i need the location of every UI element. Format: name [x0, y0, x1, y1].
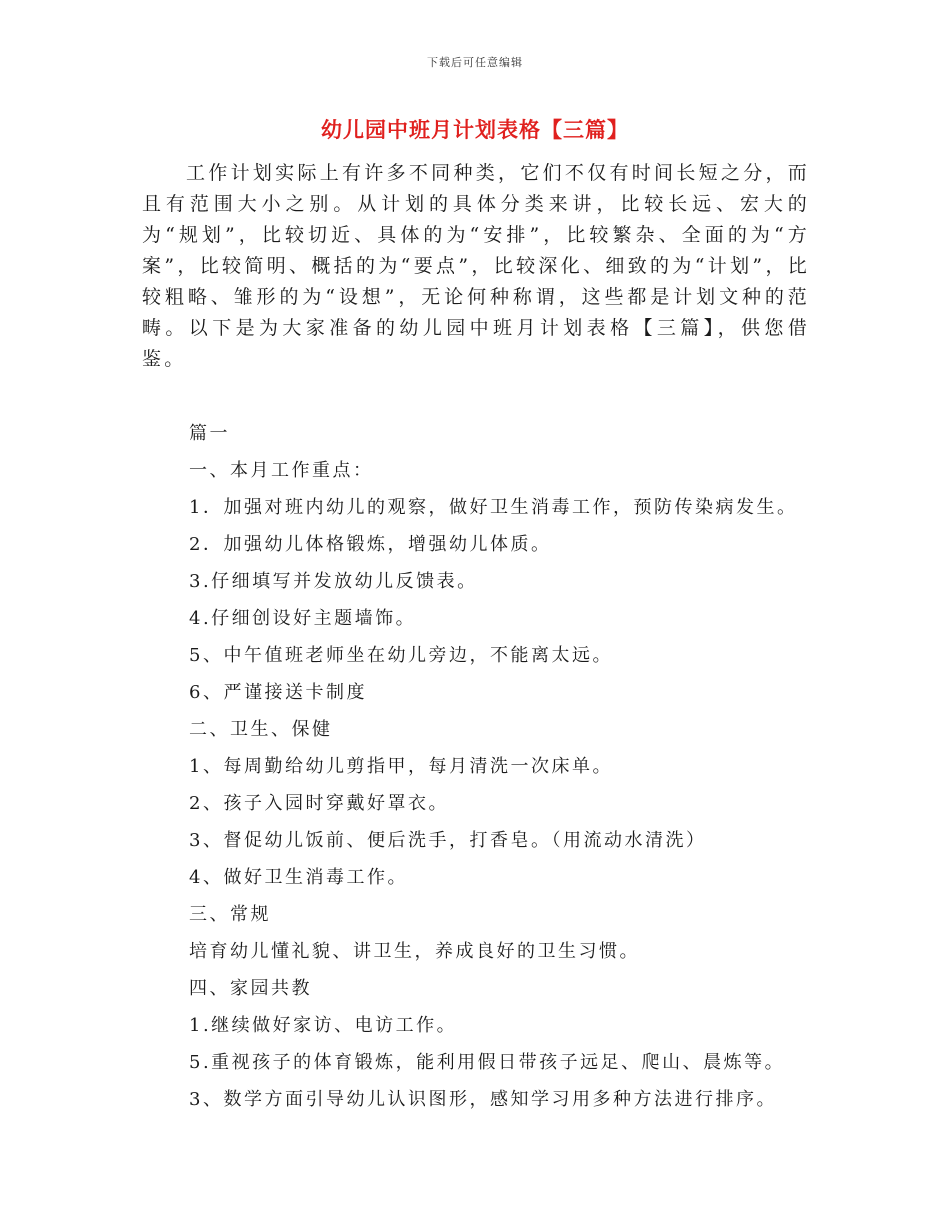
list-item: 3、数学方面引导幼儿认识图形，感知学习用多种方法进行排序。 [189, 1089, 777, 1110]
document-title: 幼儿园中班月计划表格【三篇】 [321, 117, 629, 142]
intro-paragraph: 工作计划实际上有许多不同种类，它们不仅有时间长短之分，而且有范围大小之别。从计划的具体分类来讲，比较长远、宏大的为“规划”，比较切近、具体的为“安排”，比较繁杂、全面的为“方案”，比较简明、概括的为“要点”，比较深化、细致的为“计划”，比较粗略、雏形的为“设想”，无论何种称谓，这些都是计划文种的范畴。以下是为大家准备的幼儿园中班月计划表格【三篇】，供您借鉴。 [142, 162, 810, 370]
content-lines [189, 419, 849, 1122]
list-item: 1、每周勤给幼儿剪指甲，每月清洗一次床单。 [189, 756, 613, 777]
section-heading-routine: 三、常规 [189, 904, 271, 925]
section-heading-part-one: 篇一 [189, 423, 230, 444]
list-item: 培育幼儿懂礼貌、讲卫生，养成良好的卫生习惯。 [189, 941, 640, 962]
list-item: 3.仔细填写并发放幼儿反馈表。 [189, 571, 478, 592]
list-item: 4.仔细创设好主题墙饰。 [189, 608, 417, 629]
section-heading-home-school: 四、家园共教 [189, 978, 312, 999]
list-item: 2、孩子入园时穿戴好罩衣。 [189, 793, 449, 814]
list-item: 2．加强幼儿体格锻炼，增强幼儿体质。 [189, 534, 552, 555]
list-item: 4、做好卫生消毒工作。 [189, 867, 408, 888]
list-item: 6、严谨接送卡制度 [189, 682, 367, 703]
list-item: 1．加强对班内幼儿的观察，做好卫生消毒工作，预防传染病发生。 [189, 497, 798, 518]
header-note: 下载后可任意编辑 [427, 56, 523, 69]
list-item: 5.重视孩子的体育锻炼，能利用假日带孩子远足、爬山、晨炼等。 [189, 1052, 786, 1073]
list-item: 1.继续做好家访、电访工作。 [189, 1015, 458, 1036]
section-heading-focus: 一、本月工作重点： [189, 460, 374, 481]
list-item: 3、督促幼儿饭前、便后洗手，打香皂。（用流动水清洗） [189, 830, 707, 851]
section-heading-hygiene: 二、卫生、保健 [189, 719, 333, 740]
list-item: 5、中午值班老师坐在幼儿旁边，不能离太远。 [189, 645, 613, 666]
